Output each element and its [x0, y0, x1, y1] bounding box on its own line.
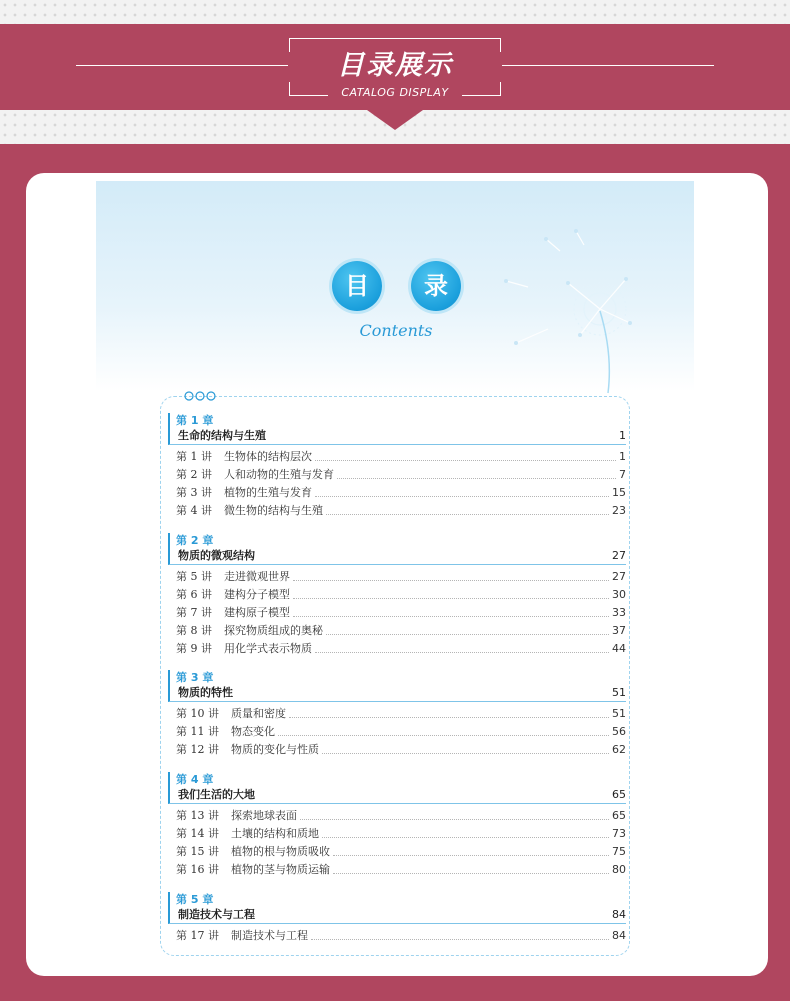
dot-leader — [315, 460, 616, 461]
lecture-item[interactable] — [168, 448, 626, 466]
lecture-name: 土壤的结构和质地 — [231, 827, 319, 840]
lecture-label — [176, 622, 323, 640]
dot-leader — [326, 634, 609, 635]
lecture-item[interactable] — [168, 843, 626, 861]
lecture-label — [176, 604, 290, 622]
lecture-name: 植物的茎与物质运输 — [231, 863, 330, 876]
lecture-name: 植物的根与物质吸收 — [231, 845, 330, 858]
lecture-label — [176, 843, 330, 861]
lecture-page: 65 — [612, 809, 626, 822]
lecture-label — [176, 466, 334, 484]
lecture-item[interactable] — [168, 484, 626, 502]
dot-leader — [293, 598, 609, 599]
lecture-label — [176, 825, 319, 843]
chapter-title: 物质的微观结构 — [178, 549, 255, 562]
dotted-pattern-top — [0, 0, 790, 24]
lecture-number: 第 15 讲 — [176, 845, 219, 858]
chapter-page: 1 — [619, 429, 626, 442]
lecture-number: 第 13 讲 — [176, 809, 219, 822]
lecture-item[interactable] — [168, 466, 626, 484]
dot-leader — [322, 753, 609, 754]
lecture-name: 质量和密度 — [231, 707, 286, 720]
dot-leader — [337, 478, 616, 479]
dot-leader — [326, 514, 609, 515]
chapter-title-row[interactable] — [168, 685, 626, 702]
lecture-label — [176, 448, 312, 466]
chapter-number: 第 4 章 — [168, 772, 626, 787]
contents-label: Contents — [359, 321, 433, 340]
lecture-label — [176, 568, 290, 586]
lecture-page: 84 — [612, 929, 626, 942]
chapter-number: 第 2 章 — [168, 533, 626, 548]
lecture-page: 33 — [612, 606, 626, 619]
lecture-number: 第 5 讲 — [176, 570, 212, 583]
title-char-mu: 目 — [332, 261, 382, 311]
chapter-block — [168, 892, 626, 945]
lecture-number: 第 14 讲 — [176, 827, 219, 840]
lecture-label — [176, 705, 286, 723]
dot-leader — [293, 580, 609, 581]
lecture-item[interactable] — [168, 622, 626, 640]
lecture-name: 建构分子模型 — [224, 588, 290, 601]
chapter-title-row[interactable] — [168, 548, 626, 565]
chapter-number: 第 3 章 — [168, 670, 626, 685]
lecture-page: 51 — [612, 707, 626, 720]
dot-leader — [311, 939, 609, 940]
lecture-number: 第 11 讲 — [176, 725, 219, 738]
lecture-label — [176, 586, 290, 604]
lecture-page: 7 — [619, 468, 626, 481]
chapter-page: 65 — [612, 788, 626, 801]
lecture-item[interactable] — [168, 705, 626, 723]
lecture-item[interactable] — [168, 502, 626, 520]
dot-leader — [293, 616, 609, 617]
lecture-item[interactable] — [168, 927, 626, 945]
lecture-name: 用化学式表示物质 — [224, 642, 312, 655]
lecture-label — [176, 502, 323, 520]
lecture-number: 第 8 讲 — [176, 624, 212, 637]
chapter-block — [168, 670, 626, 759]
lecture-label — [176, 741, 319, 759]
lecture-name: 生物体的结构层次 — [224, 450, 312, 463]
chapter-block — [168, 772, 626, 879]
chapter-title: 物质的特性 — [178, 686, 233, 699]
dot-leader — [278, 735, 609, 736]
dot-leader — [333, 873, 609, 874]
chapter-title: 我们生活的大地 — [178, 788, 255, 801]
chapter-page: 51 — [612, 686, 626, 699]
lecture-number: 第 10 讲 — [176, 707, 219, 720]
lecture-number: 第 17 讲 — [176, 929, 219, 942]
section-title: 目录展示 — [337, 50, 453, 81]
lecture-number: 第 16 讲 — [176, 863, 219, 876]
lecture-item[interactable] — [168, 741, 626, 759]
lecture-name: 物质的变化与性质 — [231, 743, 319, 756]
chapter-title: 生命的结构与生殖 — [178, 429, 266, 442]
lecture-number: 第 1 讲 — [176, 450, 212, 463]
lecture-item[interactable] — [168, 640, 626, 658]
dot-leader — [300, 819, 609, 820]
lecture-page: 75 — [612, 845, 626, 858]
lecture-label — [176, 927, 308, 945]
lecture-label — [176, 861, 330, 879]
lecture-number: 第 9 讲 — [176, 642, 212, 655]
lecture-item[interactable] — [168, 568, 626, 586]
header-right-line — [502, 65, 714, 66]
lecture-item[interactable] — [168, 861, 626, 879]
lecture-page: 37 — [612, 624, 626, 637]
dot-leader — [322, 837, 609, 838]
lecture-number: 第 7 讲 — [176, 606, 212, 619]
lecture-name: 制造技术与工程 — [231, 929, 308, 942]
lecture-page: 80 — [612, 863, 626, 876]
header-left-line — [76, 65, 288, 66]
lecture-item[interactable] — [168, 604, 626, 622]
chapter-number: 第 5 章 — [168, 892, 626, 907]
lecture-name: 探索地球表面 — [231, 809, 297, 822]
chapter-title: 制造技术与工程 — [178, 908, 255, 921]
lecture-page: 1 — [619, 450, 626, 463]
chapter-block — [168, 413, 626, 520]
lecture-number: 第 4 讲 — [176, 504, 212, 517]
lecture-page: 23 — [612, 504, 626, 517]
lecture-page: 15 — [612, 486, 626, 499]
dot-leader — [289, 717, 609, 718]
dot-leader — [333, 855, 609, 856]
chapter-title-row[interactable] — [168, 907, 626, 924]
lecture-number: 第 6 讲 — [176, 588, 212, 601]
lecture-item[interactable] — [168, 723, 626, 741]
lecture-page: 30 — [612, 588, 626, 601]
lecture-item[interactable] — [168, 807, 626, 825]
lecture-page: 27 — [612, 570, 626, 583]
lecture-page: 44 — [612, 642, 626, 655]
chapter-page: 84 — [612, 908, 626, 921]
lecture-name: 探究物质组成的奥秘 — [224, 624, 323, 637]
lecture-name: 人和动物的生殖与发育 — [224, 468, 334, 481]
chapter-title-row[interactable] — [168, 787, 626, 804]
lecture-label — [176, 484, 312, 502]
lecture-name: 建构原子模型 — [224, 606, 290, 619]
lecture-item[interactable] — [168, 825, 626, 843]
lecture-label — [176, 807, 297, 825]
lecture-label — [176, 723, 275, 741]
lecture-name: 走进微观世界 — [224, 570, 290, 583]
dot-leader — [315, 652, 609, 653]
down-pointer-icon — [367, 110, 423, 130]
chapter-number: 第 1 章 — [168, 413, 626, 428]
lecture-item[interactable] — [168, 586, 626, 604]
lecture-page: 62 — [612, 743, 626, 756]
lecture-number: 第 3 讲 — [176, 486, 212, 499]
lecture-number: 第 2 讲 — [176, 468, 212, 481]
chapter-block — [168, 533, 626, 658]
lecture-page: 56 — [612, 725, 626, 738]
lecture-label — [176, 640, 312, 658]
lecture-number: 第 12 讲 — [176, 743, 219, 756]
lecture-page: 73 — [612, 827, 626, 840]
lecture-name: 物态变化 — [231, 725, 275, 738]
binder-rings-icon — [184, 388, 218, 402]
chapter-page: 27 — [612, 549, 626, 562]
dot-leader — [315, 496, 609, 497]
section-subtitle: CATALOG DISPLAY — [328, 85, 462, 101]
lecture-name: 植物的生殖与发育 — [224, 486, 312, 499]
dandelion-icon — [476, 211, 676, 401]
lecture-name: 微生物的结构与生殖 — [224, 504, 323, 517]
chapter-title-row[interactable] — [168, 428, 626, 445]
title-char-lu: 录 — [411, 261, 461, 311]
